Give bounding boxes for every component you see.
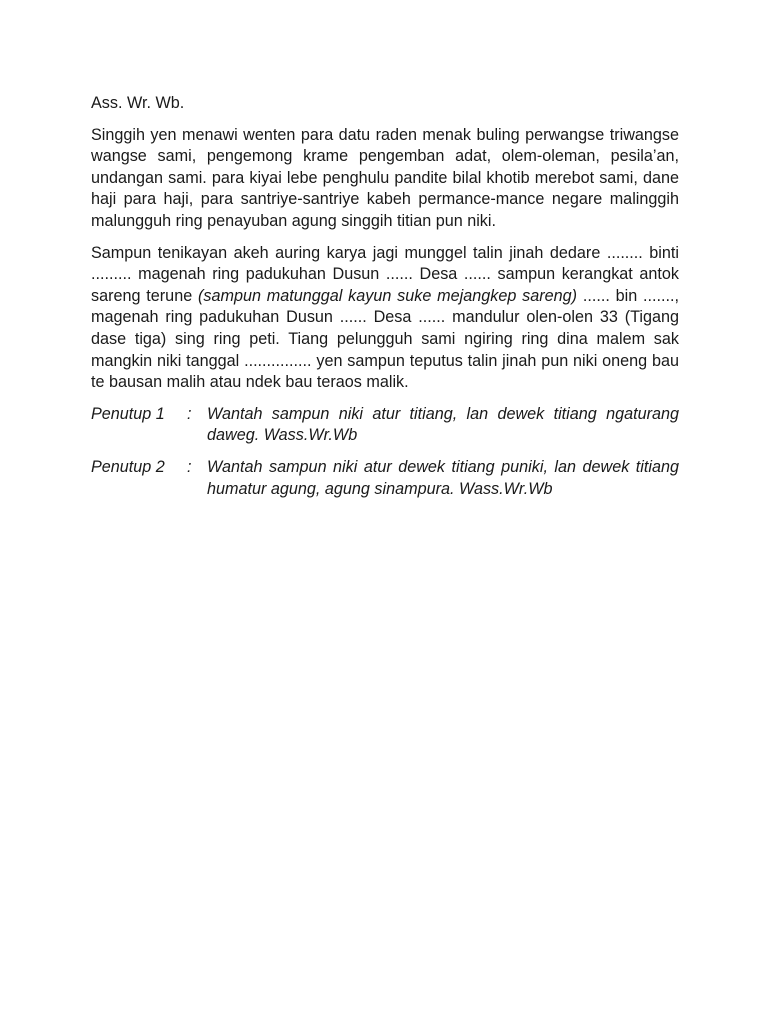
closing-text: Wantah sampun niki atur titiang, lan dewek titiang ngaturang daweg. Wass.Wr.Wb [207,404,679,445]
closing-colon: : [187,404,192,423]
announcement-text-part2: ...... bin ......., magenah ring padukuhan Dusun ...... Desa ...... mandulur olen-olen 33 (Tigang dase tiga) sing ring peti. Tiang pelungguh sami ngiring ring dina malem sak mangkin niki tanggal ............... yen sampun teputus talin jinah pun niki oneng bau te bausan malih atau ndek bau teraos malik. [91,286,680,392]
document-page [91,93,679,510]
opening-paragraph: Singgih yen menawi wenten para datu raden menak buling perwangse triwangse wangse sami, pengemong krame pengemban adat, olem-oleman, pesila’an, undangan sami. para kiyai lebe penghulu pandite bilal khotib merebot sami, dane haji para haji, para santriye-santriye kabeh permance-mance negare malinggih malungguh ring penayuban agung singgih titian pun niki. [91,125,679,230]
announcement-text-part1: Sampun tenikayan akeh auring karya jagi munggel talin jinah dedare ........ binti ......... magenah ring padukuhan Dusun ...... Desa ...... sampun kerangkat antok sareng terune [91,243,679,305]
greeting-line: Ass. Wr. Wb. [91,94,185,112]
closing-label: Penutup 2 [91,457,165,476]
announcement-italic-note: (sampun matunggal kayun suke mejangkep sareng) [198,286,578,305]
closing-colon: : [187,457,192,476]
closing-option-1 [91,404,679,447]
closing-option-2 [91,457,679,500]
announcement-paragraph [91,243,679,394]
closing-label: Penutup 1 [91,404,165,423]
closing-text: Wantah sampun niki atur dewek titiang puniki, lan dewek titiang humatur agung, agung sinampura. Wass.Wr.Wb [207,457,679,498]
